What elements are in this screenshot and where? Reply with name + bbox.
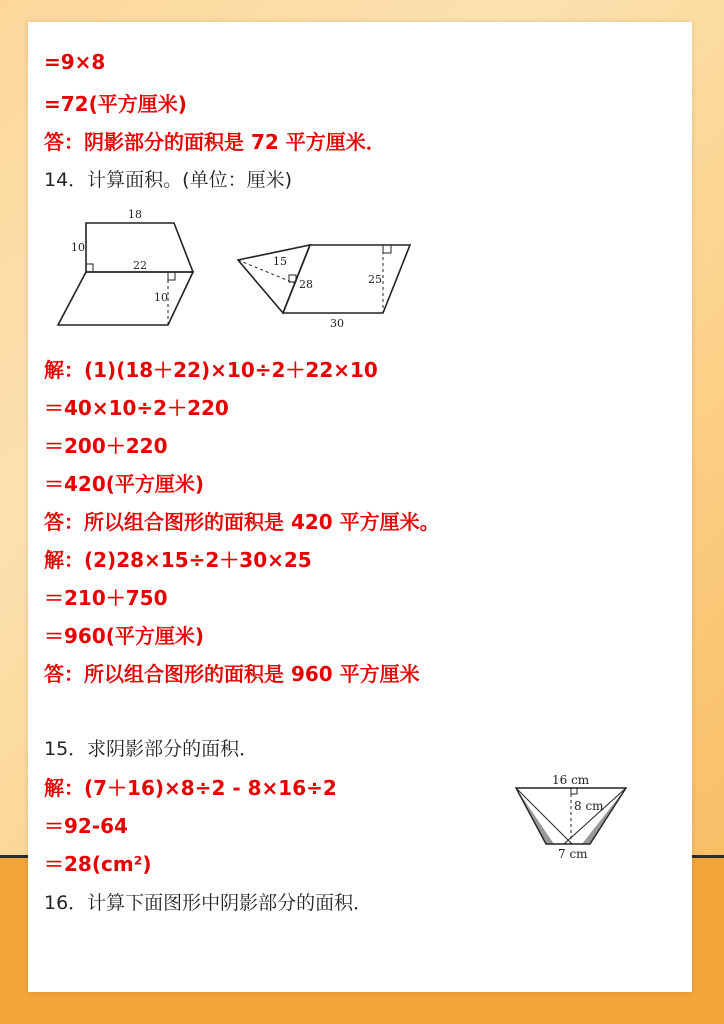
solution-line: =9×8 <box>44 50 106 74</box>
solution-line: 解：(1)(18＋22)×10÷2＋22×10 <box>44 358 378 382</box>
question-16: 16．计算下面图形中阴影部分的面积． <box>44 892 373 914</box>
label-7cm: 7 cm <box>558 847 588 860</box>
label-28: 28 <box>299 278 313 291</box>
shaded-right <box>582 788 626 844</box>
solution-line: ＝28(cm²) <box>44 852 152 876</box>
solution-line: ＝420(平方厘米) <box>44 472 205 496</box>
label-10: 10 <box>71 241 85 254</box>
shaded-left <box>516 788 554 844</box>
label-8cm: 8 cm <box>574 799 604 813</box>
figure-15 <box>508 768 628 860</box>
worksheet-page <box>28 22 692 992</box>
question-14: 14．计算面积。(单位：厘米) <box>44 169 293 191</box>
answer-line: 答：阴影部分的面积是 72 平方厘米． <box>44 130 386 154</box>
solution-line: 解：(2)28×15÷2＋30×25 <box>44 548 312 572</box>
figure-14-left <box>58 223 193 325</box>
answer-line: 答：所以组合图形的面积是 420 平方厘米。 <box>44 510 440 534</box>
figure-14 <box>48 205 428 330</box>
label-30: 30 <box>330 317 344 330</box>
solution-line: ＝40×10÷2＋220 <box>44 396 229 420</box>
label-15: 15 <box>273 255 287 268</box>
solution-line: ＝92-64 <box>44 814 128 838</box>
label-25: 25 <box>368 273 382 286</box>
label-18: 18 <box>128 208 142 221</box>
label-10b: 10 <box>154 291 168 304</box>
question-15: 15．求阴影部分的面积． <box>44 738 259 760</box>
solution-line: ＝960(平方厘米) <box>44 624 205 648</box>
label-22: 22 <box>133 259 147 272</box>
solution-line: 解：(7＋16)×8÷2 - 8×16÷2 <box>44 776 337 800</box>
figure-14-right <box>238 245 410 313</box>
solution-line: =72(平方厘米) <box>44 92 187 116</box>
solution-line: ＝200＋220 <box>44 434 168 458</box>
label-16cm: 16 cm <box>552 773 590 787</box>
solution-line: ＝210＋750 <box>44 586 168 610</box>
answer-line: 答：所以组合图形的面积是 960 平方厘米 <box>44 662 420 686</box>
